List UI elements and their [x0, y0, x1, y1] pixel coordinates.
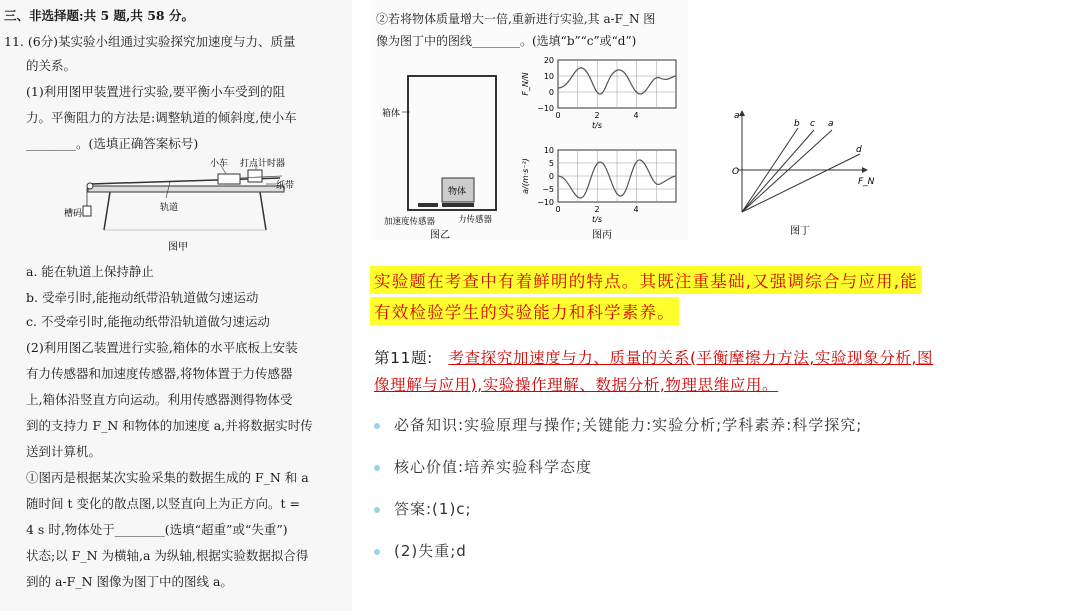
- fig-ding-caption: 图丁: [790, 226, 810, 237]
- bullet-text: 核心价值:培养实验科学态度: [394, 458, 593, 476]
- axis-label: t/s: [592, 215, 602, 224]
- question-line: a. 能在轨道上保持静止: [26, 264, 154, 279]
- bullet-knowledge: [374, 414, 862, 435]
- fig-ding-origin-label: O: [732, 167, 740, 177]
- question-line: (2)利用图乙装置进行实验,箱体的水平底板上安装: [26, 340, 298, 355]
- tick-label: 4: [633, 111, 639, 120]
- bullet-text: 答案:(1)c;: [394, 500, 472, 518]
- tick-label: 2: [594, 205, 600, 214]
- fig-jia-weight-label: 槽码: [64, 209, 83, 219]
- question-line: 到的支持力 F_N 和物体的加速度 a,并将数据实时传: [26, 418, 313, 433]
- fig-yi-acc-sensor-label: 加速度传感器: [384, 217, 436, 227]
- figure-jia: [64, 158, 300, 254]
- fig-jia-tape-label: 纸带: [276, 181, 295, 191]
- fig-yi-caption: 图乙: [430, 230, 450, 241]
- figure-bing: [518, 54, 688, 240]
- tick-label: 0: [548, 172, 554, 181]
- question-line: 状态;以 F_N 为横轴,a 为纵轴,根据实验数据拟合得: [26, 548, 309, 563]
- bullet-dot: [374, 423, 380, 429]
- question-line: 的关系。: [26, 58, 77, 73]
- tick-label: 0: [555, 205, 561, 214]
- tick-label: 5: [548, 159, 554, 168]
- tick-label: 10: [543, 146, 554, 155]
- question-line: 力。平衡阻力的方法是:调整轨道的倾斜度,使小车: [26, 110, 297, 125]
- fig-yi-box-label: 箱体: [382, 109, 401, 119]
- axis-label: t/s: [592, 121, 602, 130]
- tick-label: −10: [537, 104, 554, 113]
- fig-ding-line-a: a: [828, 119, 834, 129]
- fig-bing-caption: 图丙: [592, 230, 612, 241]
- tick-label: 2: [594, 111, 600, 120]
- question-line: 11. (6分)某实验小组通过实验探究加速度与力、质量: [4, 34, 296, 49]
- analysis-line-2: [374, 373, 778, 395]
- fig-ding-yaxis-label: a: [734, 111, 740, 121]
- analysis-text-2: 像理解与应用),实验操作理解、数据分析,物理思维应用。: [374, 376, 779, 394]
- tick-label: −10: [537, 198, 554, 207]
- question-part2-line2: 像为图丁中的图线________。(选填“b”“c”或“d”): [376, 34, 637, 48]
- analysis-line-1: [374, 346, 933, 368]
- fig-jia-timer-label: 打点计时器: [240, 159, 286, 169]
- fig-ding-line-c: c: [810, 119, 815, 129]
- analysis-text-1: 考查探究加速度与力、质量的关系(平衡摩擦力方法,实验现象分析,图: [448, 349, 934, 367]
- question-line: 有力传感器和加速度传感器,将物体置于力传感器: [26, 366, 293, 381]
- highlight-line-1: 实验题在考查中有着鲜明的特点。其既注重基础,又强调综合与应用,能: [370, 266, 922, 294]
- fig-ding-line-b: b: [794, 119, 800, 129]
- bullet-value: [374, 456, 592, 477]
- fig-jia-cart-label: 小车: [210, 159, 229, 169]
- question-line: 上,箱体沿竖直方向运动。利用传感器测得物体受: [26, 392, 293, 407]
- question-line: 4 s 时,物体处于________(选填“超重”或“失重”): [26, 522, 288, 537]
- question-line: ________。(选填正确答案标号): [26, 136, 199, 151]
- bullet-answer-1: [374, 498, 472, 519]
- fig-jia-caption: 图甲: [168, 242, 188, 253]
- question-part2-line1: ②若将物体质量增大一倍,重新进行实验,其 a-F_N 图: [376, 12, 656, 26]
- question-line: ①图丙是根据某次实验采集的数据生成的 F_N 和 a: [26, 470, 309, 485]
- tick-label: −5: [542, 185, 554, 194]
- tick-label: 0: [548, 88, 554, 97]
- question-line: 三、非选择题:共 5 题,共 58 分。: [4, 8, 194, 23]
- axis-label: a/(m·s⁻²): [521, 158, 530, 194]
- figure-ding: [728, 104, 878, 240]
- tick-label: 10: [543, 72, 554, 81]
- fig-ding-line-d: d: [856, 145, 862, 155]
- bullet-text: (2)失重;d: [394, 542, 467, 560]
- question-line: 到的 a-F_N 图像为图丁中的图线 a。: [26, 574, 233, 589]
- figure-panel: [372, 0, 688, 240]
- fig-yi-object-label: 物体: [448, 187, 467, 197]
- bullet-dot: [374, 507, 380, 513]
- tick-label: 20: [543, 56, 554, 65]
- question-line: 随时间 t 变化的散点图,以竖直向上为正方向。t =: [26, 496, 300, 511]
- bullet-dot: [374, 465, 380, 471]
- question-line: 送到计算机。: [26, 444, 102, 459]
- highlight-line-2: 有效检验学生的实验能力和科学素养。: [370, 297, 679, 325]
- bullet-dot: [374, 549, 380, 555]
- question-panel: [0, 0, 352, 611]
- bullet-text: 必备知识:实验原理与操作;关键能力:实验分析;学科素养:科学探究;: [394, 416, 863, 434]
- question-line: c. 不受牵引时,能拖动纸带沿轨道做匀速运动: [26, 314, 270, 329]
- question-line: b. 受牵引时,能拖动纸带沿轨道做匀速运动: [26, 290, 259, 305]
- tick-label: 4: [633, 205, 639, 214]
- fig-ding-xaxis-label: F_N: [858, 177, 875, 187]
- question-line: (1)利用图甲装置进行实验,要平衡小车受到的阻: [26, 84, 286, 99]
- bullet-answer-2: [374, 540, 467, 561]
- axis-label: F_N/N: [521, 72, 530, 96]
- analysis-label: 第11题:: [374, 349, 433, 367]
- fig-yi-force-sensor-label: 力传感器: [458, 215, 493, 225]
- fig-jia-track-label: 轨道: [160, 203, 179, 213]
- figure-yi: [378, 70, 508, 240]
- tick-label: 0: [555, 111, 561, 120]
